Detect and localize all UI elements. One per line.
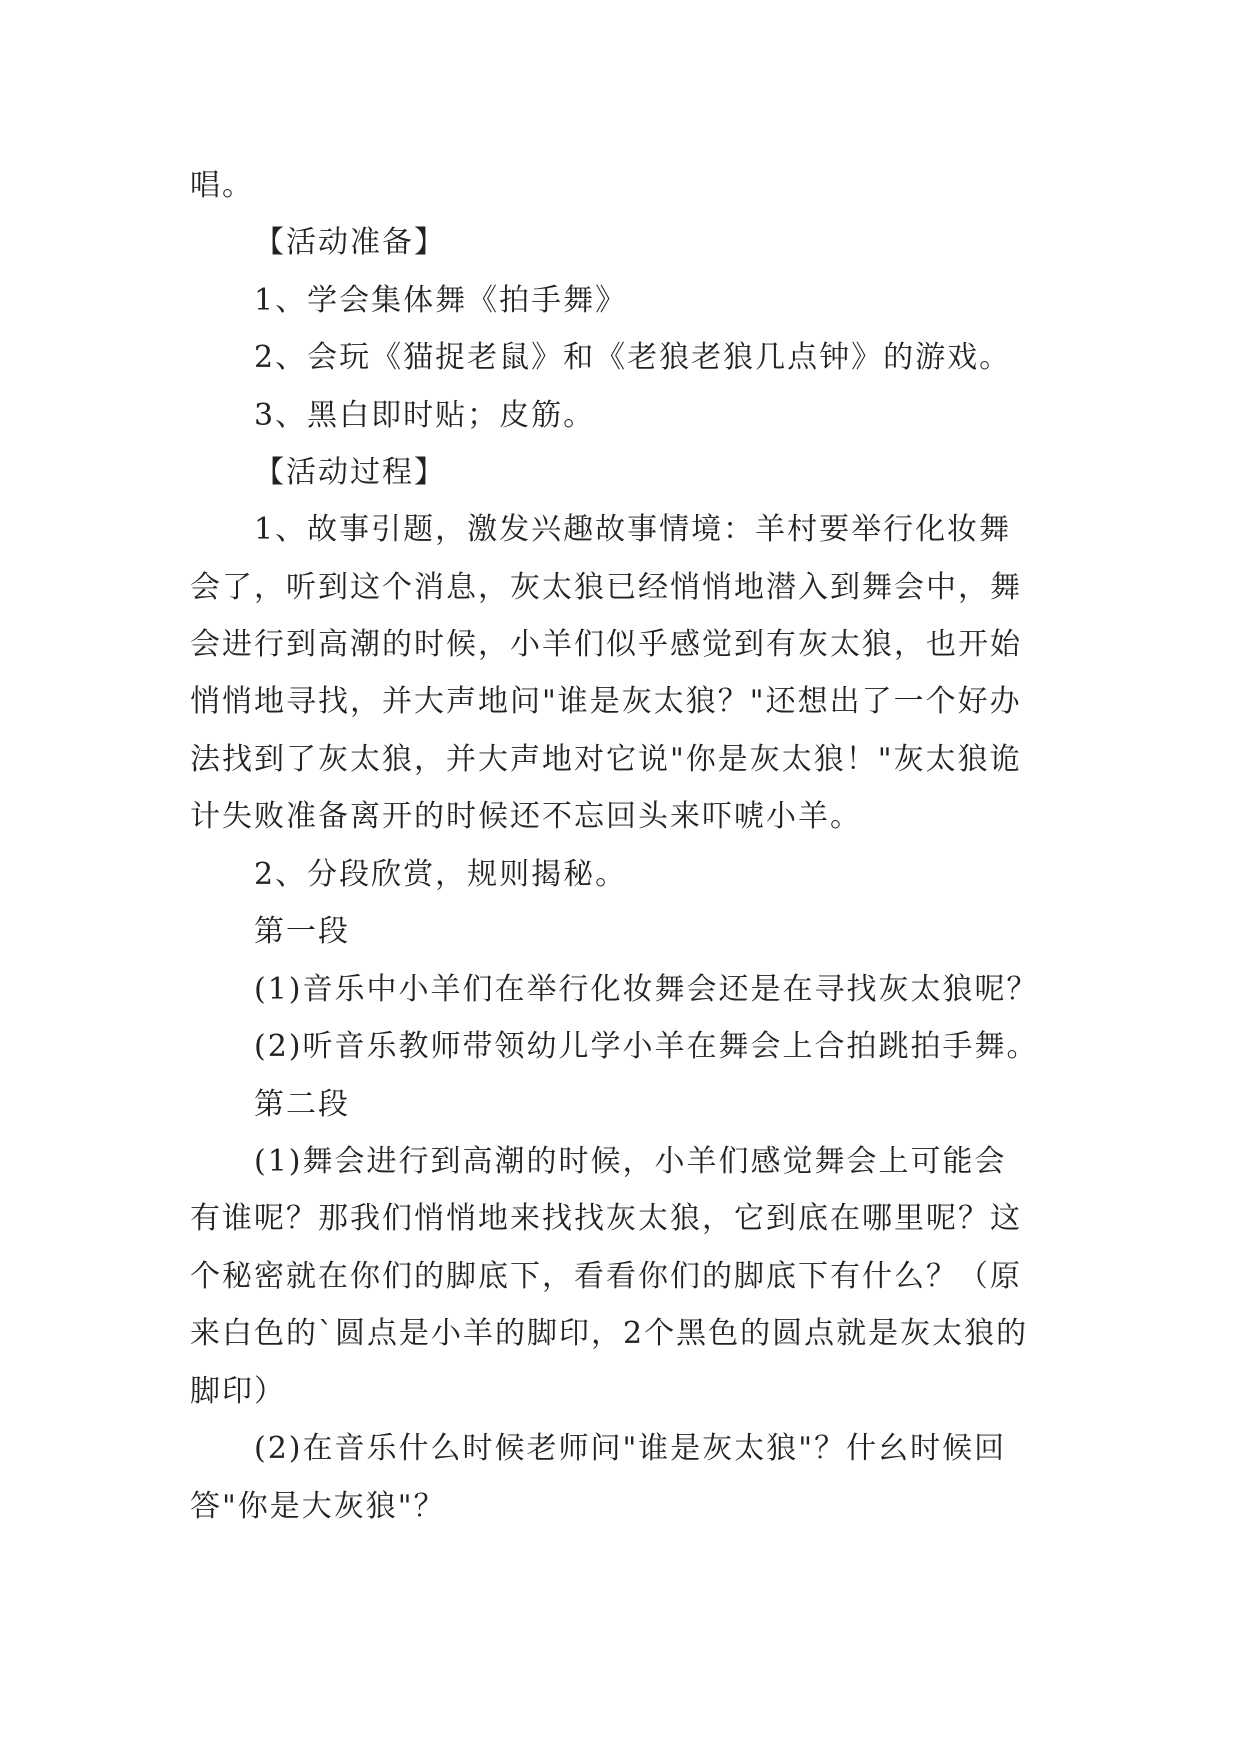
- list-item: 1、学会集体舞《拍手舞》: [254, 283, 628, 318]
- paragraph-line: 来白色的`圆点是小羊的脚印，2个黑色的圆点就是灰太狼的: [190, 1316, 1029, 1351]
- paragraph-line: 会了，听到这个消息，灰太狼已经悄悄地潜入到舞会中，舞: [190, 570, 1022, 605]
- list-item: 2、会玩《猫捉老鼠》和《老狼老狼几点钟》的游戏。: [254, 340, 1012, 375]
- paragraph-line: (2)在音乐什么时候老师问"谁是灰太狼"？什幺时候回: [254, 1431, 1007, 1466]
- paragraph-line: 有谁呢？那我们悄悄地来找找灰太狼，它到底在哪里呢？这: [190, 1201, 1022, 1236]
- paragraph-line: 脚印）: [190, 1374, 286, 1409]
- paragraph-line: 答"你是大灰狼"？: [190, 1489, 446, 1524]
- paragraph-line: 1、故事引题，激发兴趣故事情境：羊村要举行化妆舞: [254, 512, 1012, 547]
- subsection-label: 第二段: [254, 1087, 350, 1122]
- list-item: 3、黑白即时贴；皮筋。: [254, 398, 596, 433]
- list-item: 2、分段欣赏，规则揭秘。: [254, 857, 628, 892]
- paragraph-line: 悄悄地寻找，并大声地问"谁是灰太狼？"还想出了一个好办: [190, 684, 1022, 719]
- paragraph-line: (1)音乐中小羊们在举行化妆舞会还是在寻找灰太狼呢？: [254, 972, 1039, 1007]
- section-heading: 【活动准备】: [254, 225, 446, 260]
- paragraph-line: 会进行到高潮的时候，小羊们似乎感觉到有灰太狼，也开始: [190, 627, 1022, 662]
- paragraph-line: 个秘密就在你们的脚底下，看看你们的脚底下有什么？（原: [190, 1259, 1022, 1294]
- paragraph-line: (2)听音乐教师带领幼儿学小羊在舞会上合拍跳拍手舞。: [254, 1029, 1039, 1064]
- subsection-label: 第一段: [254, 914, 350, 949]
- paragraph-line: 计失败准备离开的时候还不忘回头来吓唬小羊。: [190, 799, 862, 834]
- paragraph-line: 法找到了灰太狼，并大声地对它说"你是灰太狼！"灰太狼诡: [190, 742, 1022, 777]
- paragraph-line: (1)舞会进行到高潮的时候，小羊们感觉舞会上可能会: [254, 1144, 1007, 1179]
- text-line: 唱。: [190, 168, 254, 203]
- section-heading: 【活动过程】: [254, 455, 446, 490]
